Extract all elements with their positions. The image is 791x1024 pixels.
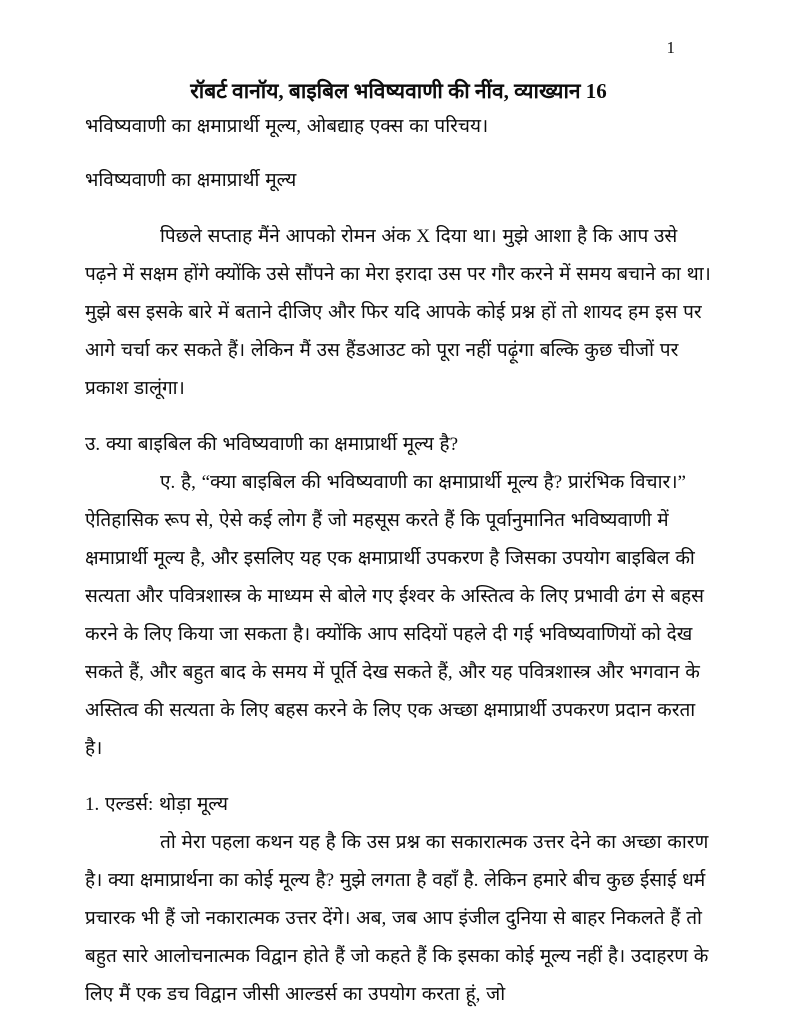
document-title: रॉबर्ट वानॉय, बाइबिल भविष्यवाणी की नींव, व्याख्यान 16 (190, 79, 607, 103)
document-content (85, 74, 712, 1014)
alders-section-heading: 1. एल्डर्स: थोड़ा मूल्य (85, 794, 229, 815)
answer-paragraph: ए. है, “क्या बाइबिल की भविष्यवाणी का क्षमाप्रार्थी मूल्य है? प्रारंभिक विचार।” ऐतिहासिक रूप से, ऐसे कई लोग हैं जो महसूस करते हैं कि पूर्वानुमानित भविष्यवाणी में क्षमाप्रार्थी मूल्य है, और इसलिए यह एक क्षमाप्रार्थी उपकरण है जिसका उपयोग बाइबिल की सत्यता और पवित्रशास्त्र के माध्यम से बोले गए ईश्वर के अस्तित्व के लिए प्रभावी ढंग से बहस करने के लिए किया जा सकता है। क्योंकि आप सदियों पहले दी गई भविष्यवाणियों को देख सकते हैं, और बहुत बाद के समय में पूर्ति देख सकते हैं, और यह पवित्रशास्त्र और भगवान के अस्तित्व की सत्यता के लिए बहस करने के लिए एक अच्छा क्षमाप्रार्थी उपकरण प्रदान करता है। (85, 472, 705, 759)
question-line: उ. क्या बाइबिल की भविष्यवाणी का क्षमाप्रार्थी मूल्य है? (85, 434, 459, 455)
alders-paragraph: तो मेरा पहला कथन यह है कि उस प्रश्न का सकारात्मक उत्तर देने का अच्छा कारण है। क्या क्षमाप्रार्थना का कोई मूल्य है? मुझे लगता है वहाँ है. लेकिन हमारे बीच कुछ ईसाई धर्म प्रचारक भी हैं जो नकारात्मक उत्तर देंगे। अब, जब आप इंजील दुनिया से बाहर निकलते हैं तो बहुत सारे आलोचनात्मक विद्वान होते हैं जो कहते हैं कि इसका कोई मूल्य नहीं है। उदाहरण के लिए मैं एक डच विद्वान जीसी आल्डर्स का उपयोग करता हूं, जो (85, 832, 709, 1005)
document-subtitle: भविष्यवाणी का क्षमाप्रार्थी मूल्य, ओबद्याह एक्स का परिचय। (85, 116, 489, 137)
section-heading-apologetic-value: भविष्यवाणी का क्षमाप्रार्थी मूल्य (85, 170, 297, 191)
intro-paragraph: पिछले सप्ताह मैंने आपको रोमन अंक X दिया था। मुझे आशा है कि आप उसे पढ़ने में सक्षम होंगे क्योंकि उसे सौंपने का मेरा इरादा उस पर गौर करने में समय बचाने का था। मुझे बस इसके बारे में बताने दीजिए और फिर यदि आपके कोई प्रश्न हों तो शायद हम इस पर आगे चर्चा कर सकते हैं। लेकिन मैं उस हैंडआउट को पूरा नहीं पढ़ूंगा बल्कि कुछ चीजों पर प्रकाश डालूंगा। (85, 226, 711, 399)
page-number: 1 (666, 38, 675, 57)
